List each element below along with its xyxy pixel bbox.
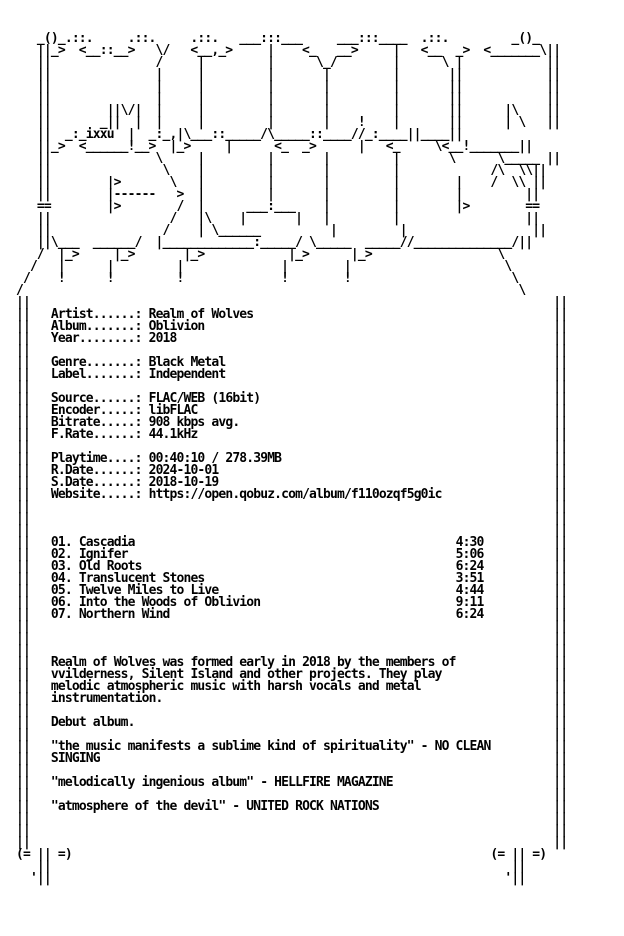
ascii-footer-line: '|| '|| xyxy=(16,871,526,886)
notes-line: "the music manifests a sublime kind of spirituality" - NO CLEAN xyxy=(50,739,491,754)
frame-right: || xyxy=(553,415,568,430)
frame-right: || xyxy=(553,391,568,406)
frame-left: || xyxy=(16,619,30,634)
frame-left: || xyxy=(16,571,30,586)
frame-right: || xyxy=(553,535,568,550)
frame-right: || xyxy=(553,595,568,610)
frame-left: || xyxy=(16,439,30,454)
track-duration: 9:11 xyxy=(455,595,484,610)
frame-right: || xyxy=(553,547,568,562)
info-label: F.Rate......: xyxy=(50,427,142,442)
track-title: Northern Wind xyxy=(78,607,170,622)
frame-left: || xyxy=(16,379,30,394)
ascii-logo-line: ||_> <______!__> |_> | <_ _> | <_ \<__!_______|| xyxy=(16,139,533,154)
ascii-logo-line: / ! ! ! ! ! \ xyxy=(16,271,519,286)
ascii-logo-line: || | | | | | || || xyxy=(16,79,561,94)
frame-right: || xyxy=(553,403,568,418)
info-label: Artist......: xyxy=(50,307,142,322)
frame-left: || xyxy=(16,691,30,706)
info-value: 2018-10-19 xyxy=(148,475,219,490)
info-label: Year........: xyxy=(50,331,142,346)
track-number: 06. xyxy=(50,595,72,610)
frame-right: || xyxy=(553,451,568,466)
frame-right: || xyxy=(553,583,568,598)
notes-line: instrumentation. xyxy=(50,691,163,706)
ascii-logo-line: || | | | | | || || xyxy=(16,67,561,82)
frame-right: || xyxy=(553,775,568,790)
ascii-logo-line: / \ xyxy=(16,283,526,298)
frame-left: || xyxy=(16,751,30,766)
frame-left: || xyxy=(16,679,30,694)
ascii-logo-line: || / | \______ | | || xyxy=(16,223,547,238)
frame-left: || xyxy=(16,823,30,838)
info-label: Encoder.....: xyxy=(50,403,142,418)
info-value: Oblivion xyxy=(148,319,205,334)
ascii-logo-line: / | | | | | \ xyxy=(16,259,512,274)
track-title: Translucent Stones xyxy=(78,571,205,586)
frame-right: || xyxy=(553,799,568,814)
ascii-footer-line: (= || =) (= || =) xyxy=(16,847,547,862)
frame-left: || xyxy=(16,787,30,802)
track-title: Old Roots xyxy=(78,559,142,574)
frame-right: || xyxy=(553,319,568,334)
frame-right: || xyxy=(553,343,568,358)
ascii-logo-line: || |> \ | | | | | / \\ || xyxy=(16,175,547,190)
frame-right: || xyxy=(553,559,568,574)
frame-left: || xyxy=(16,811,30,826)
frame-right: || xyxy=(553,739,568,754)
frame-right: || xyxy=(553,499,568,514)
track-duration: 3:51 xyxy=(455,571,484,586)
info-label: Label.......: xyxy=(50,367,142,382)
ascii-logo-line: || _:_ixxu | _:_,|\___::_____/\_____::____//_:____||____|| xyxy=(16,127,463,142)
ascii-logo-line: ||_> <__::__> \/ <__,_> | <_ __> | <__ _> <_______\|| xyxy=(16,43,561,58)
notes-line: vvilderness, Silent Island and other projects. They play xyxy=(50,667,442,682)
frame-left: || xyxy=(16,391,30,406)
frame-right: || xyxy=(553,523,568,538)
ascii-logo-line: || _|| | | | | | ! | || | \ || xyxy=(16,115,561,130)
frame-right: || xyxy=(553,331,568,346)
frame-left: || xyxy=(16,367,30,382)
frame-right: || xyxy=(553,835,568,850)
ascii-logo-line: || / | | \_/ | \ | || xyxy=(16,55,561,70)
frame-left: || xyxy=(16,331,30,346)
frame-left: || xyxy=(16,799,30,814)
frame-left: || xyxy=(16,463,30,478)
frame-right: || xyxy=(553,379,568,394)
frame-right: || xyxy=(553,787,568,802)
track-title: Into the Woods of Oblivion xyxy=(78,595,261,610)
track-duration: 6:24 xyxy=(455,607,484,622)
frame-left: || xyxy=(16,355,30,370)
frame-right: || xyxy=(553,667,568,682)
ascii-logo-line: ||\___ ______/ |_____________:_____/ \_____ _____//______________/|| xyxy=(16,235,533,250)
notes-line: Debut album. xyxy=(50,715,135,730)
frame-left: || xyxy=(16,607,30,622)
frame-right: || xyxy=(553,607,568,622)
track-duration: 5:06 xyxy=(455,547,484,562)
track-number: 01. xyxy=(50,535,72,550)
ascii-logo-line: / |_> |_> |_> |_> |_> \ xyxy=(16,247,505,262)
frame-right: || xyxy=(553,307,568,322)
track-number: 03. xyxy=(50,559,72,574)
info-value: libFLAC xyxy=(148,403,198,418)
frame-right: || xyxy=(553,463,568,478)
notes-line: Realm of Wolves was formed early in 2018 by the members of xyxy=(50,655,456,670)
track-number: 04. xyxy=(50,571,72,586)
frame-left: || xyxy=(16,319,30,334)
frame-right: || xyxy=(553,631,568,646)
ascii-logo-line: || ||\/| | | | | | || |\ || xyxy=(16,103,561,118)
frame-right: || xyxy=(553,295,568,310)
track-duration: 4:44 xyxy=(455,583,484,598)
frame-left: || xyxy=(16,835,30,850)
frame-left: || xyxy=(16,739,30,754)
frame-right: || xyxy=(553,511,568,526)
ascii-logo-line: || \ | | | | \ \_____ || xyxy=(16,151,561,166)
frame-right: || xyxy=(553,475,568,490)
info-label: Website.....: xyxy=(50,487,142,502)
frame-right: || xyxy=(553,679,568,694)
frame-left: || xyxy=(16,763,30,778)
frame-left: || xyxy=(16,451,30,466)
frame-left: || xyxy=(16,523,30,538)
frame-right: || xyxy=(553,487,568,502)
track-duration: 6:24 xyxy=(455,559,484,574)
frame-left: || xyxy=(16,547,30,562)
frame-left: || xyxy=(16,427,30,442)
track-number: 05. xyxy=(50,583,72,598)
frame-right: || xyxy=(553,763,568,778)
frame-right: || xyxy=(553,355,568,370)
frame-right: || xyxy=(553,367,568,382)
info-label: R.Date......: xyxy=(50,463,142,478)
info-label: Playtime....: xyxy=(50,451,142,466)
frame-left: || xyxy=(16,415,30,430)
frame-left: || xyxy=(16,583,30,598)
frame-left: || xyxy=(16,727,30,742)
frame-left: || xyxy=(16,307,30,322)
track-title: Cascadia xyxy=(78,535,135,550)
notes-line: "atmosphere of the devil" - UNITED ROCK NATIONS xyxy=(50,799,379,814)
frame-left: || xyxy=(16,655,30,670)
frame-right: || xyxy=(553,619,568,634)
frame-left: || xyxy=(16,499,30,514)
frame-left: || xyxy=(16,643,30,658)
track-title: Twelve Miles to Live xyxy=(78,583,219,598)
info-value: 908 kbps avg. xyxy=(148,415,240,430)
frame-right: || xyxy=(553,751,568,766)
frame-left: || xyxy=(16,631,30,646)
ascii-logo-line: || | | | | | || || xyxy=(16,91,561,106)
info-value: Independent xyxy=(148,367,226,382)
frame-left: || xyxy=(16,595,30,610)
ascii-logo-line: _()_.::. .::. .::. ___:::___ ___:::____ .::. _()_ xyxy=(16,31,540,46)
nfo-document xyxy=(16,33,567,885)
info-value: FLAC/WEB (16bit) xyxy=(148,391,261,406)
info-value: Black Metal xyxy=(148,355,226,370)
info-value: 00:40:10 / 278.39MB xyxy=(148,451,282,466)
frame-left: || xyxy=(16,535,30,550)
track-title: Ignifer xyxy=(78,547,128,562)
frame-right: || xyxy=(553,811,568,826)
notes-line: melodic atmospheric music with harsh vocals and metal xyxy=(50,679,421,694)
frame-right: || xyxy=(553,823,568,838)
info-label: Source......: xyxy=(50,391,142,406)
frame-right: || xyxy=(553,427,568,442)
frame-left: || xyxy=(16,511,30,526)
track-duration: 4:30 xyxy=(455,535,484,550)
frame-left: || xyxy=(16,715,30,730)
frame-right: || xyxy=(553,703,568,718)
ascii-logo-line: || / |\ | | | | || xyxy=(16,211,540,226)
track-number: 07. xyxy=(50,607,72,622)
frame-left: || xyxy=(16,343,30,358)
info-value: https://open.qobuz.com/album/f110ozqf5g0ic xyxy=(148,487,442,502)
frame-right: || xyxy=(553,655,568,670)
ascii-logo-line: || |------ > | | | | | || xyxy=(16,187,540,202)
notes-line: SINGING xyxy=(50,751,100,766)
info-value: 2024-10-01 xyxy=(148,463,219,478)
frame-left: || xyxy=(16,487,30,502)
frame-left: || xyxy=(16,475,30,490)
info-value: 44.1kHz xyxy=(148,427,198,442)
frame-left: || xyxy=(16,295,30,310)
frame-left: || xyxy=(16,403,30,418)
frame-left: || xyxy=(16,703,30,718)
frame-right: || xyxy=(553,727,568,742)
frame-right: || xyxy=(553,571,568,586)
info-label: Album.......: xyxy=(50,319,142,334)
info-label: S.Date......: xyxy=(50,475,142,490)
frame-left: || xyxy=(16,667,30,682)
frame-left: || xyxy=(16,775,30,790)
ascii-logo-line: || \ | | | | /\ \\|| xyxy=(16,163,547,178)
frame-right: || xyxy=(553,439,568,454)
info-label: Bitrate.....: xyxy=(50,415,142,430)
ascii-logo-line: == |> / | ___:___ | | |> == xyxy=(16,199,540,214)
frame-left: || xyxy=(16,559,30,574)
notes-line: "melodically ingenious album" - HELLFIRE MAGAZINE xyxy=(50,775,393,790)
info-label: Genre.......: xyxy=(50,355,142,370)
ascii-footer-line: || || xyxy=(16,859,526,874)
info-value: 2018 xyxy=(148,331,177,346)
frame-right: || xyxy=(553,643,568,658)
frame-right: || xyxy=(553,691,568,706)
frame-right: || xyxy=(553,715,568,730)
info-value: Realm of Wolves xyxy=(148,307,254,322)
track-number: 02. xyxy=(50,547,72,562)
